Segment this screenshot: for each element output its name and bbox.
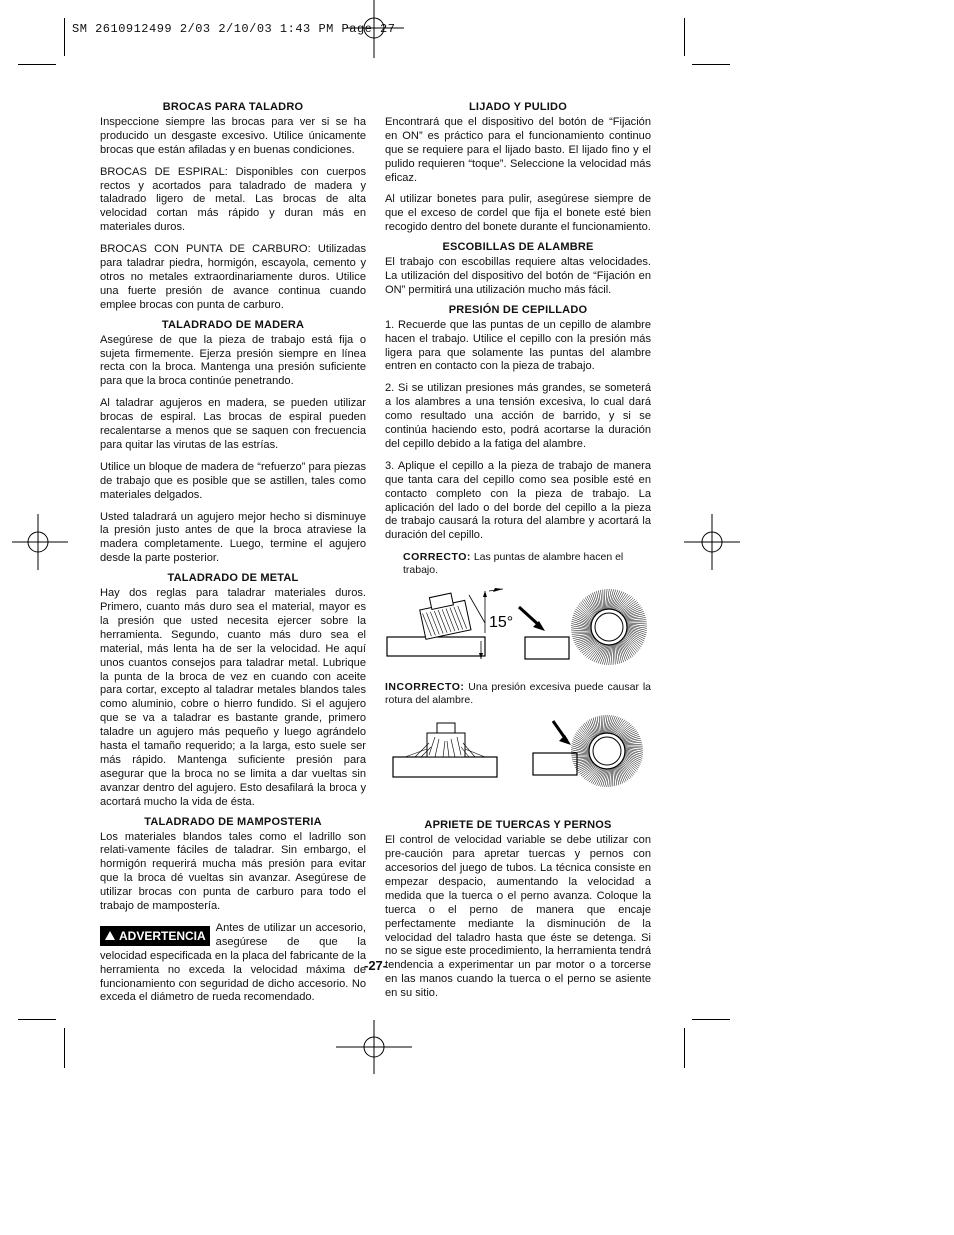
registration-mark — [336, 1020, 416, 1076]
page-number: -27- — [364, 958, 388, 973]
figure-caption-correct — [385, 551, 651, 577]
registration-mark — [10, 512, 70, 572]
paragraph: Encontrará que el dispositivo del botón de “Fijación en ON” es práctico para el funcionamiento continuo que se requiere para el lijado basto. El lijado fino y el pulido requieren “toque”. Seleccione la velocidad más eficaz. — [385, 115, 651, 184]
heading-taladrado-de-metal: TALADRADO DE METAL — [167, 572, 299, 585]
figure-incorrect-brushing — [385, 713, 651, 801]
caption-text: Una presión excesiva puede causar la rotura del alambre. — [385, 681, 652, 707]
angle-label: 15° — [489, 614, 514, 632]
heading-presion-de-cepillado: PRESIÓN DE CEPILLADO — [448, 303, 588, 316]
warning-label: ADVERTENCIA — [119, 928, 206, 943]
paragraph: Hay dos reglas para taladrar materiales duros. Primero, cuanto más duro sea el material, mayor es la presión que usted necesita ejercer sobre la herramienta. Segundo, cuanto más duro sea el material, más lenta ha de ser la velocidad. He aquí unos cuantos consejos para taladrar metal. Lubrique la punta de la broca de vez en cuando con aceite para cortar, excepto al taladrar metales blandos tales como aluminio, cobre o hierro fundido. Si el agujero que se va a taladrar es bastante grande, primero taladre un agujero más pequeño y luego agrándelo hasta el tamaño requerido; a la larga, esto suele ser más rápido. Mantenga suficiente presión para asegurar que la broca no se limita a dar vueltas sin avanzar dentro del agujero. Esto desafilará la broca y acortará mucho la vida de ésta. — [100, 587, 366, 808]
paragraph: BROCAS DE ESPIRAL: Disponibles con cuerpos rectos y acortados para taladrado de madera y taladrado ligero de metal. Las brocas de alta velocidad cortan más rápido y duran más en materiales duros. — [100, 165, 366, 234]
heading-taladrado-de-mamposteria: TALADRADO DE MAMPOSTERIA — [144, 815, 322, 828]
registration-mark — [346, 0, 406, 60]
caption-label: INCORRECTO: — [385, 681, 465, 694]
crop-mark — [18, 1019, 56, 1020]
caption-text: Las puntas de alambre hacen el trabajo. — [403, 551, 624, 577]
heading-apriete-de-tuercas: APRIETE DE TUERCAS Y PERNOS — [424, 819, 612, 832]
left-column — [100, 101, 366, 1013]
paragraph: Usted taladrará un agujero mejor hecho si disminuye la presión justo antes de que la broca atraviese la madera completamente. Luego, termine el agujero desde la parte posterior. — [100, 510, 366, 565]
paragraph: Al utilizar bonetes para pulir, asegúrese siempre de que el exceso de cordel que fija el bonete esté bien recogido dentro del bonete durante el funcionamiento. — [385, 193, 651, 234]
paragraph: Asegúrese de que la pieza de trabajo está fija o sujeta firmemente. Ejerza presión siempre en línea recta con la broca. Mantenga una presión suficiente para que la broca continúe penetrando. — [100, 333, 366, 388]
paragraph: Los materiales blandos tales como el ladrillo son relati-vamente fáciles de taladrar. Sin embargo, el hormigón requerirá mucha más presión para evitar que la broca dé vueltas sin avanzar. Asegúrese de utilizar brocas con punta de carburo para todo el trabajo de mampostería. — [100, 830, 366, 913]
paragraph: 2. Si se utilizan presiones más grandes, se someterá a los alambres a una tensión excesiva, lo cual dará como resultado una acción de barrido, y si se continúa haciendo esto, podrá acortarse la duración del cepillo debido a la fatiga del alambre. — [385, 382, 651, 450]
paragraph: Al taladrar agujeros en madera, se pueden utilizar brocas de espiral. Las brocas de espiral pueden recalentarse a menos que se saquen con frecuencia para quitar las virutas de las estrías. — [100, 397, 366, 451]
warning-block — [100, 922, 366, 1013]
heading-lijado-y-pulido: LIJADO Y PULIDO — [469, 101, 567, 113]
paragraph: Antes de utilizar un accesorio, asegúrese de que la velocidad especificada en la placa del fabricante de la herramienta no exceda la velocidad máxima de funcionamiento con seguridad de dicho accesorio. No exceda el diámetro de rueda recomendado. — [100, 921, 366, 1004]
right-column — [385, 101, 651, 1009]
paragraph: El control de velocidad variable se debe utilizar con pre-caución para apretar tuercas y pernos con accesorios del juego de tubos. La técnica consiste en empezar despacio, aumentando la velocidad a medida que la tuerca o el perno avanza. Coloque la tuerca o el perno de manera que encaje perfectamente mediante la disminución de la velocidad del taladro hasta que éste se detenga. Si no se sigue este procedimiento, la herramienta tendrá tendencia a experimentar un par motor o a torcerse en las manos cuando la tuerca o el perno se asiente en su sitio. — [385, 834, 651, 1000]
crop-mark — [18, 64, 56, 65]
heading-taladrado-de-madera: TALADRADO DE MADERA — [161, 318, 305, 331]
crop-mark — [684, 1028, 685, 1068]
crop-mark — [692, 64, 730, 65]
caption-label: CORRECTO: — [403, 551, 471, 564]
warning-badge — [100, 926, 210, 946]
warning-triangle-icon — [105, 931, 115, 940]
crop-mark — [64, 18, 65, 56]
paragraph: 3. Aplique el cepillo a la pieza de trabajo de manera que tanta cara del cepillo como sea posible esté en contacto completo con la pieza de trabajo. La aplicación del lado o del borde del cepillo a la pieza de trabajo causará la rotura del alambre y acortará la duración del cepillo. — [385, 459, 651, 542]
paragraph: BROCAS CON PUNTA DE CARBURO: Utilizadas para taladrar piedra, hormigón, escayola, cemento y otros no metales extraordinariamente duros. Utilice una fuerte presión de avance continua cuando emplee brocas con punta de carburo. — [100, 243, 366, 311]
registration-mark — [684, 512, 744, 572]
figure-correct-brushing — [385, 583, 651, 669]
heading-brocas-para-taladro: BROCAS PARA TALADRO — [162, 101, 304, 113]
paragraph: 1. Recuerde que las puntas de un cepillo de alambre hacen el trabajo. Utilice el cepillo con la presión más ligera para que solamente las puntas del alambre entren en contacto con la pieza de trabajo. — [385, 318, 651, 373]
crop-mark — [692, 1019, 730, 1020]
crop-mark — [64, 1028, 65, 1068]
figure-caption-incorrect — [385, 681, 651, 707]
heading-escobillas-de-alambre: ESCOBILLAS DE ALAMBRE — [442, 241, 594, 254]
slug-line: SM 2610912499 2/03 2/10/03 1:43 PM Page 27 — [72, 22, 396, 36]
paragraph: Utilice un bloque de madera de “refuerzo” para piezas de trabajo que es posible que se astillen, tales como materiales delgados. — [100, 460, 366, 501]
crop-mark — [684, 18, 685, 56]
paragraph: Inspeccione siempre las brocas para ver si se ha producido un desgaste excesivo. Utilice únicamente brocas que están afiladas y en buenas condiciones. — [100, 115, 366, 156]
paragraph: El trabajo con escobillas requiere altas velocidades. La utilización del dispositivo del botón de “Fijación en ON” permitirá una utilización mucho más fácil. — [385, 256, 651, 296]
